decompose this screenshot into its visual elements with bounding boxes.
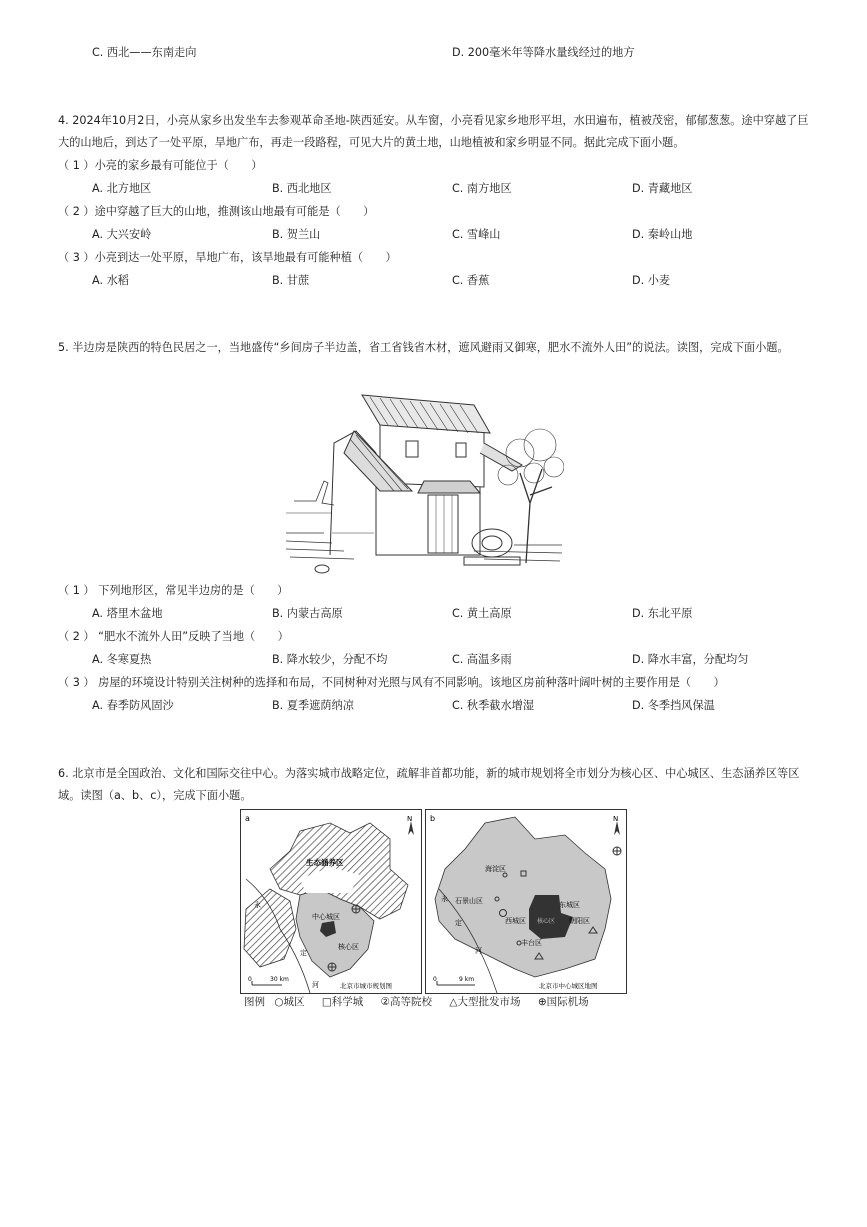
q4-sub2-b: B. 贺兰山: [272, 228, 321, 241]
map-a-river3: 河: [312, 981, 319, 989]
q4-sub1-a: A. 北方地区: [92, 182, 152, 195]
option-c: C. 西北——东南走向: [92, 46, 197, 59]
map-b-river1: 永: [441, 895, 448, 903]
map-b-shijingshan: 石景山区: [455, 897, 483, 905]
q5-sub3-a: A. 春季防风固沙: [92, 699, 174, 712]
map-a-eco-label: 生态涵养区: [306, 858, 344, 867]
map-b-haidian: 海淀区: [485, 865, 506, 873]
q5-sub3: （ 3 ） 房屋的环境设计特别关注树种的选择和布局，不同树种对光照与风有不同影响。该地区房前种落叶阔叶树的主要作用是（ ）: [58, 676, 725, 689]
q4-sub2-a: A. 大兴安岭: [92, 228, 152, 241]
q4-sub2-d: D. 秦岭山地: [632, 228, 693, 241]
map-a-label: a: [245, 814, 250, 823]
q4-sub2: （ 2 ）途中穿越了巨大的山地，推测该山地最有可能是（ ）: [58, 205, 375, 218]
legend-item-city: ○城区: [274, 996, 305, 1008]
q4-sub1-c: C. 南方地区: [452, 182, 512, 195]
half-house-illustration: [284, 383, 564, 583]
q4-sub1: （ 1 ）小亮的家乡最有可能位于（ ）: [58, 159, 263, 172]
q4-sub1-d: D. 青藏地区: [632, 182, 693, 195]
map-a-river1: 永: [254, 901, 261, 909]
q5-sub2: （ 2 ） “肥水不流外人田”反映了当地（ ）: [58, 630, 289, 643]
q5-sub2-d: D. 降水丰富，分配均匀: [632, 653, 749, 666]
map-b-scale-zero: 0: [433, 976, 437, 983]
q5-sub1-c: C. 黄土高原: [452, 607, 512, 620]
map-b-fengtai: 丰台区: [521, 939, 542, 947]
map-a-north: N: [407, 815, 413, 823]
q4-stem: 4. 2024年10月2日，小亮从家乡出发坐车去参观革命圣地-陕西延安。从车窗，小亮看见家乡地形平坦，水田遍布，植被茂密，郁郁葱葱。途中穿越了巨大的山地后，到达了一处平原，旱地广布，再走一段路程，可见大片的黄土地，山地植被和家乡明显不同。据此完成下面小题。: [58, 114, 809, 149]
q4-sub3: （ 3 ）小亮到达一处平原，旱地广布，该旱地最有可能种植（ ）: [58, 251, 397, 264]
q4-sub3-b: B. 甘蔗: [272, 274, 310, 287]
legend-title: 图例: [244, 996, 265, 1008]
q5-sub1-a: A. 塔里木盆地: [92, 607, 163, 620]
legend-item-market: △大型批发市场: [449, 996, 521, 1008]
map-b-core: 核心区: [537, 918, 556, 925]
q5-sub3-b: B. 夏季遮荫纳凉: [272, 699, 354, 712]
map-a-center-label: 中心城区: [312, 913, 340, 921]
legend-item-airport: ⊕国际机场: [537, 996, 589, 1008]
map-b-beijing-center: [425, 809, 627, 994]
map-b-label: b: [430, 814, 436, 823]
q4-sub3-c: C. 香蕉: [452, 274, 490, 287]
map-b-river3: 河: [475, 947, 482, 955]
map-a-core-label: 核心区: [338, 943, 359, 951]
q4-sub3-a: A. 水稻: [92, 274, 129, 287]
map-a-river2: 定: [300, 949, 307, 957]
q4-sub3-d: D. 小麦: [632, 274, 671, 287]
q6-stem: 6. 北京市是全国政治、文化和国际交往中心。为落实城市战略定位，疏解非首都功能，新的城市规划将全市划分为核心区、中心城区、生态涵养区等区域。读图（a、b、c），完成下面小题。: [58, 767, 800, 802]
map-a-beijing-planning: [240, 809, 422, 994]
q5-stem: 5. 半边房是陕西的特色民居之一，当地盛传“乡间房子半边盖，省工省钱省木材，遮风避雨又御寒，肥水不流外人田”的说法。读图，完成下面小题。: [58, 341, 789, 354]
map-legend: [244, 994, 589, 1010]
map-b-scale: 9 km: [459, 976, 475, 983]
q5-sub1: （ 1 ） 下列地形区，常见半边房的是（ ）: [58, 584, 289, 597]
q5-sub2-c: C. 高温多雨: [452, 653, 512, 666]
map-a-caption: 北京市城市规划图: [340, 982, 392, 990]
option-d: D. 200毫米年等降水量线经过的地方: [452, 46, 635, 59]
q5-sub1-b: B. 内蒙古高原: [272, 607, 343, 620]
q5-sub3-c: C. 秋季截水增湿: [452, 699, 535, 712]
q4-sub2-c: C. 雪峰山: [452, 228, 501, 241]
q5-sub1-d: D. 东北平原: [632, 607, 693, 620]
map-b-dongcheng: 东城区: [559, 901, 580, 909]
legend-item-science: □科学城: [321, 996, 364, 1008]
map-b-river2: 定: [455, 919, 462, 927]
q4-sub1-b: B. 西北地区: [272, 182, 332, 195]
map-b-caption: 北京市中心城区地图: [539, 982, 598, 990]
map-a-scale: 30 km: [270, 976, 289, 983]
legend-item-university: ②高等院校: [380, 996, 433, 1008]
q5-sub3-d: D. 冬季挡风保温: [632, 699, 715, 712]
map-b-chaoyang: 朝阳区: [569, 917, 590, 925]
map-a-scale-zero: 0: [248, 976, 252, 983]
map-b-north: N: [613, 815, 619, 823]
map-b-xicheng: 西城区: [505, 917, 526, 925]
q5-sub2-a: A. 冬寒夏热: [92, 653, 152, 666]
q5-sub2-b: B. 降水较少，分配不均: [272, 653, 388, 666]
